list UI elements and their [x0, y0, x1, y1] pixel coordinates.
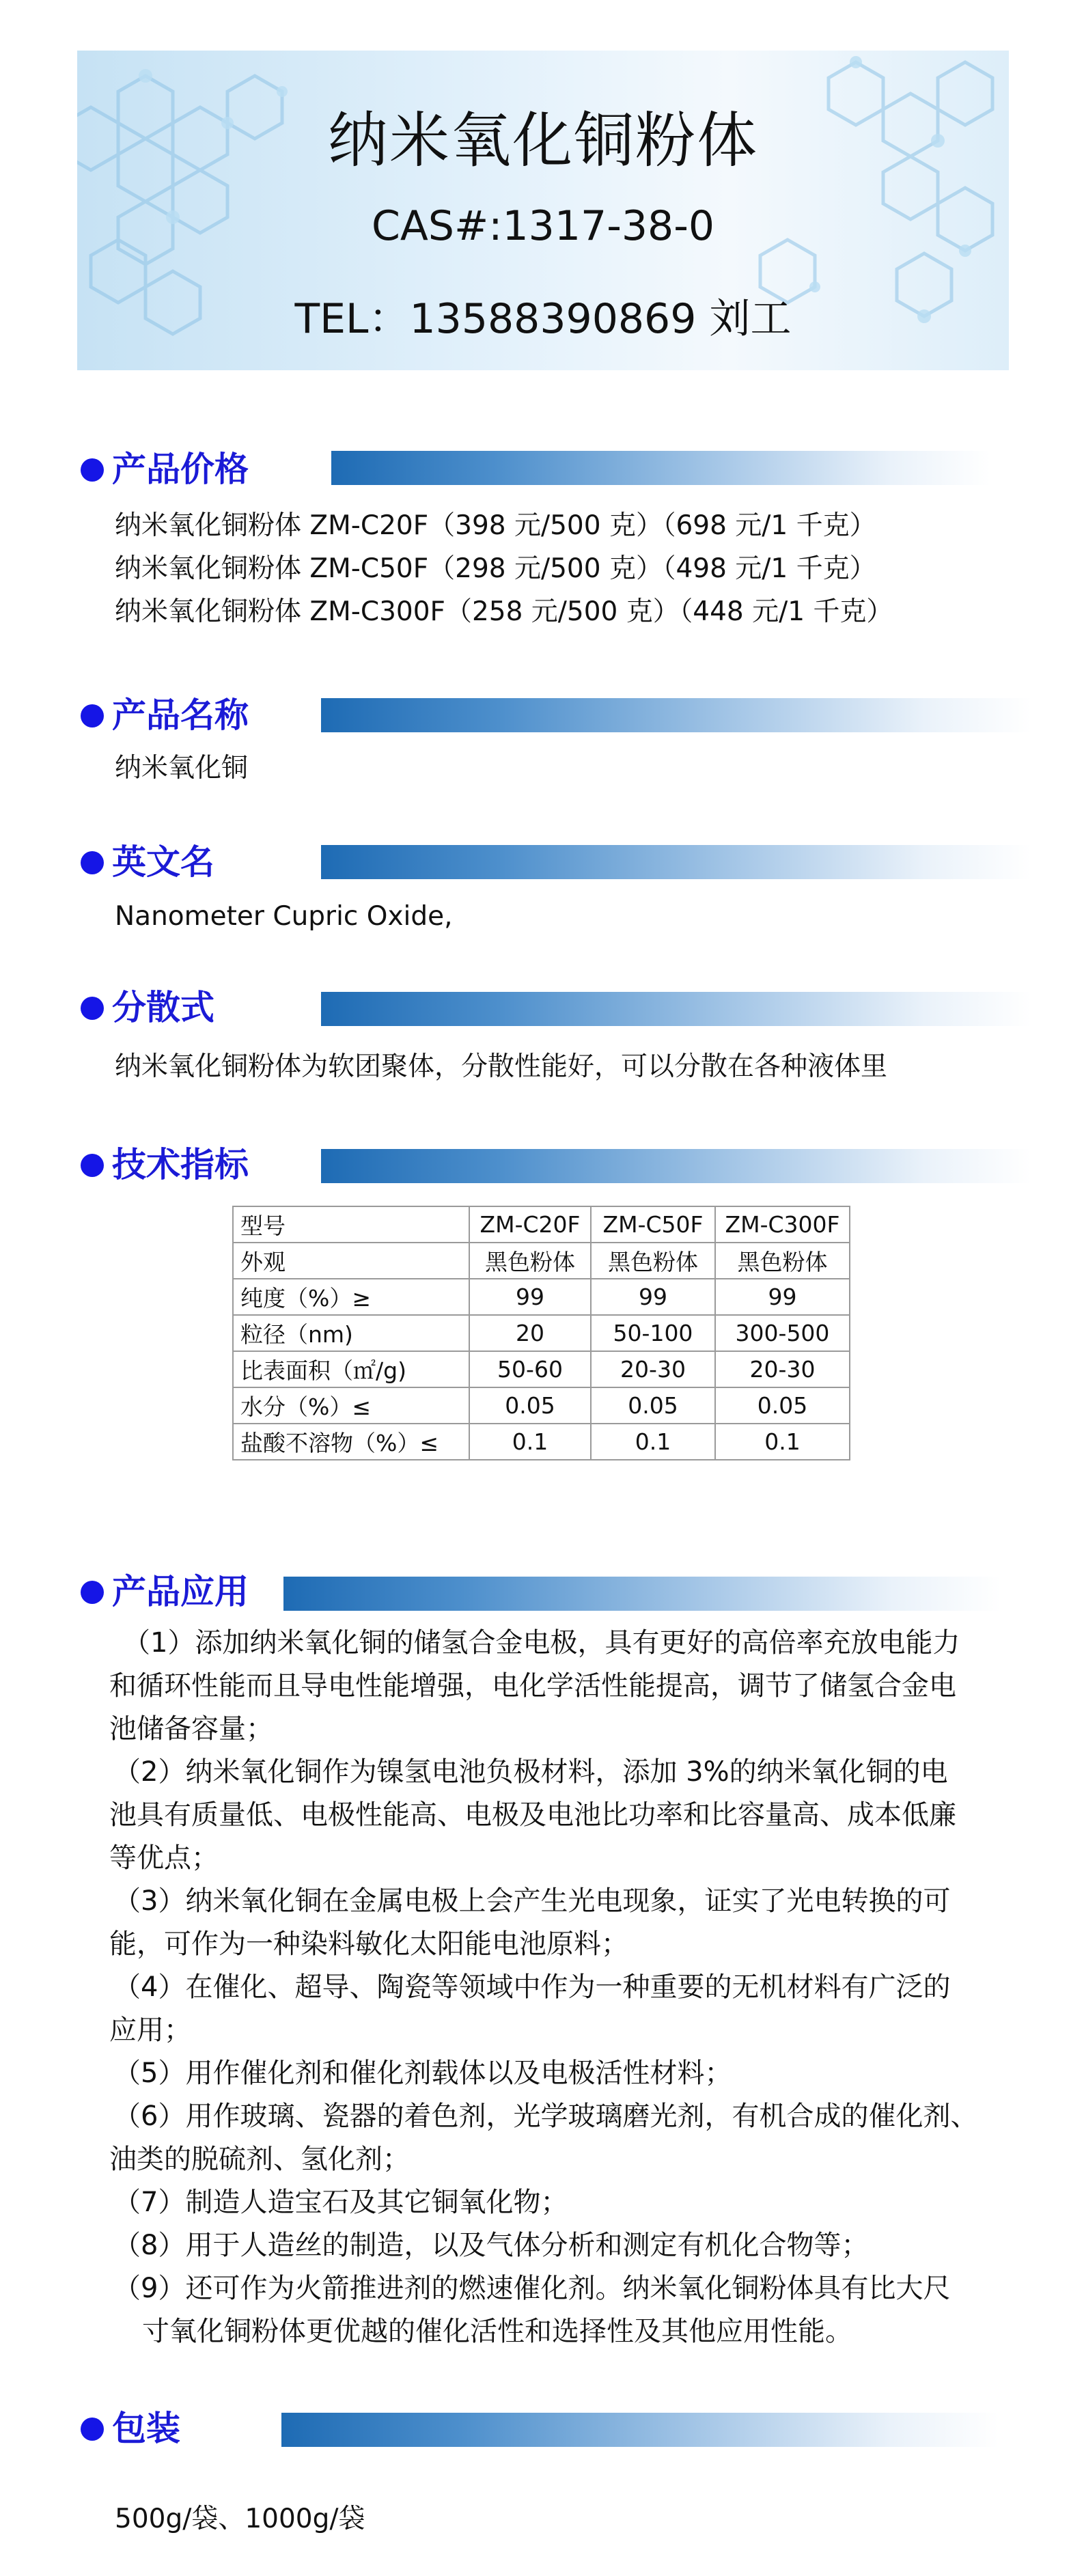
- section-divider-bar: [283, 1577, 1001, 1611]
- section-divider-bar: [321, 992, 1031, 1026]
- table-row: [233, 1387, 850, 1424]
- bullet-dot-icon: [81, 851, 104, 874]
- application-line: 池储备容量；: [109, 1713, 273, 1745]
- application-line: 等优点；: [109, 1842, 219, 1874]
- section-title: 产品应用: [112, 1571, 249, 1611]
- price-line: 纳米氧化铜粉体 ZM-C50F（298 元/500 克）（498 元/1 千克）: [115, 553, 876, 584]
- table-header-cell: ZM-C300F: [715, 1206, 850, 1243]
- table-cell: 99: [591, 1279, 715, 1315]
- cas-number: CAS#:1317-38-0: [371, 202, 715, 250]
- table-header-cell: 型号: [233, 1206, 469, 1243]
- section-title: 英文名: [112, 842, 214, 882]
- table-cell: 纯度（%）≥: [233, 1279, 469, 1315]
- table-cell: 99: [469, 1279, 591, 1315]
- application-line: （4）在催化、超导、陶瓷等领域中作为一种重要的无机材料有广泛的: [113, 1971, 951, 2003]
- table-cell: 水分（%）≤: [233, 1387, 469, 1424]
- bullet-dot-icon: [81, 2418, 104, 2441]
- section-title: 技术指标: [112, 1144, 249, 1185]
- section-divider-bar: [331, 451, 990, 485]
- bullet-dot-icon: [81, 458, 104, 482]
- application-line: 池具有质量低、电极性能高、电极及电池比功率和比容量高、成本低廉: [109, 1799, 956, 1831]
- packaging-text: 500g/袋、1000g/袋: [115, 2504, 365, 2534]
- table-cell: 20-30: [715, 1351, 850, 1387]
- applications-text: [109, 1622, 1018, 2353]
- table-cell: 0.05: [469, 1387, 591, 1424]
- section-divider-bar: [281, 2413, 999, 2447]
- table-cell: 外观: [233, 1243, 469, 1279]
- english-name-text: Nanometer Cupric Oxide,: [115, 901, 453, 932]
- table-cell: 0.05: [715, 1387, 850, 1424]
- product-title: 纳米氧化铜粉体: [327, 105, 758, 176]
- section-title: 产品价格: [112, 449, 249, 489]
- table-row: [233, 1424, 850, 1460]
- application-line: 和循环性能而且导电性能增强，电化学活性能提高，调节了储氢合金电: [109, 1670, 956, 1702]
- bullet-dot-icon: [81, 1154, 104, 1177]
- section-title: 产品名称: [112, 695, 249, 735]
- table-cell: 300-500: [715, 1315, 850, 1351]
- table-cell: 50-60: [469, 1351, 591, 1387]
- application-line: （6）用作玻璃、瓷器的着色剂，光学玻璃磨光剂，有机合成的催化剂、: [113, 2101, 978, 2132]
- bullet-dot-icon: [81, 997, 104, 1020]
- table-cell: 0.1: [591, 1424, 715, 1460]
- application-line: 油类的脱硫剂、氢化剂；: [109, 2144, 410, 2175]
- table-header-cell: ZM-C20F: [469, 1206, 591, 1243]
- bullet-dot-icon: [81, 704, 104, 728]
- table-header-cell: ZM-C50F: [591, 1206, 715, 1243]
- bullet-dot-icon: [81, 1581, 104, 1604]
- header-banner: [77, 51, 1009, 370]
- application-line: （5）用作催化剂和催化剂载体以及电极活性材料；: [113, 2058, 732, 2089]
- section-divider-bar: [321, 698, 1031, 732]
- table-row: [233, 1243, 850, 1279]
- product-name-text: 纳米氧化铜: [115, 753, 249, 784]
- application-line: 应用；: [109, 2014, 191, 2046]
- table-cell: 20-30: [591, 1351, 715, 1387]
- table-header-row: [233, 1206, 850, 1243]
- table-cell: 盐酸不溶物（%）≤: [233, 1424, 469, 1460]
- dispersion-text: 纳米氧化铜粉体为软团聚体，分散性能好，可以分散在各种液体里: [115, 1051, 888, 1082]
- section-divider-bar: [321, 1149, 1031, 1183]
- table-row: [233, 1351, 850, 1387]
- application-line: （9）还可作为火箭推进剂的燃速催化剂。纳米氧化铜粉体具有比大尺: [113, 2273, 951, 2304]
- section-title: 包装: [112, 2408, 180, 2448]
- section-divider-bar: [321, 845, 1031, 879]
- table-cell: 0.05: [591, 1387, 715, 1424]
- table-cell: 粒径（nm): [233, 1315, 469, 1351]
- application-line: （8）用于人造丝的制造，以及气体分析和测定有机化合物等；: [113, 2230, 869, 2261]
- table-cell: 0.1: [715, 1424, 850, 1460]
- table-row: [233, 1279, 850, 1315]
- table-cell: 99: [715, 1279, 850, 1315]
- application-line: 能，可作为一种染料敏化太阳能电池原料；: [109, 1928, 628, 1960]
- price-line: 纳米氧化铜粉体 ZM-C300F（258 元/500 克）（448 元/1 千克）: [115, 596, 893, 627]
- application-line: （3）纳米氧化铜在金属电极上会产生光电现象，证实了光电转换的可: [113, 1885, 951, 1917]
- table-cell: 20: [469, 1315, 591, 1351]
- table-cell: 黑色粉体: [715, 1243, 850, 1279]
- table-cell: 黑色粉体: [591, 1243, 715, 1279]
- contact-phone: TEL：13588390869 刘工: [294, 295, 792, 343]
- application-line: 寸氧化铜粉体更优越的催化活性和选择性及其他应用性能。: [142, 2316, 852, 2347]
- table-cell: 0.1: [469, 1424, 591, 1460]
- section-title: 分散式: [112, 987, 214, 1027]
- application-line: （7）制造人造宝石及其它铜氧化物；: [113, 2187, 568, 2218]
- application-line: （2）纳米氧化铜作为镍氢电池负极材料，添加 3%的纳米氧化铜的电: [113, 1756, 948, 1788]
- price-line: 纳米氧化铜粉体 ZM-C20F（398 元/500 克）（698 元/1 千克）: [115, 510, 876, 541]
- application-line: （1）添加纳米氧化铜的储氢合金电极，具有更好的高倍率充放电能力: [123, 1627, 960, 1659]
- spec-table: [232, 1206, 850, 1460]
- table-row: [233, 1315, 850, 1351]
- table-cell: 50-100: [591, 1315, 715, 1351]
- table-cell: 比表面积（㎡/g): [233, 1351, 469, 1387]
- table-cell: 黑色粉体: [469, 1243, 591, 1279]
